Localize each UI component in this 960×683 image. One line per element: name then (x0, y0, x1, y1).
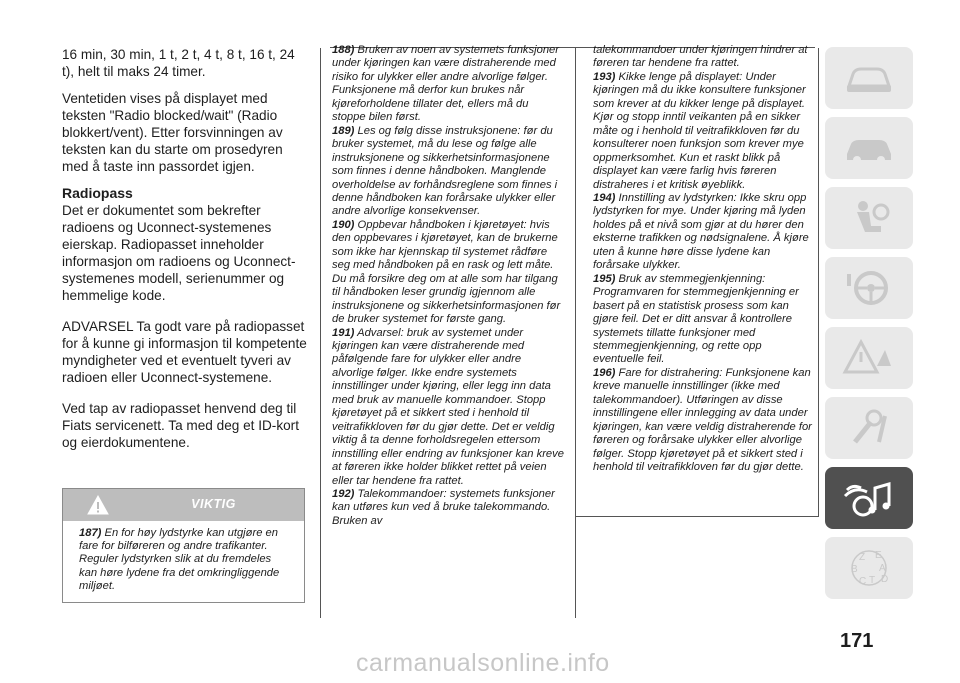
warning-road-icon (841, 336, 897, 380)
warning-header (63, 489, 304, 521)
note-number: 194) (593, 191, 616, 204)
note-item (593, 273, 815, 367)
note-text: Advarsel: bruk av systemet under kjøringen kan være distraherende med påfølgende fare for ulykker eller andre alvorlige følger. Ikke endre systemets innstillinger under kjøring, eller legg inn data med bruk av manuelle kommandoer. Stopp kjøretøyet på et sikkert sted i henhold til veitrafikkloven før du gjør dette. Det er veldig viktig å ta denne forholdsregelen ettersom innstilling eller endring av funksjoner kan kreve at føreren ikke holder blikket rettet på veien eller tar hendene fra rattet. (332, 326, 564, 487)
section-heading: Radiopass (62, 185, 133, 201)
note-item (593, 192, 815, 273)
tab-maintenance[interactable] (825, 397, 913, 459)
note-number: 191) (332, 326, 355, 339)
steering-wheel-icon (841, 266, 897, 310)
index-letter: A (879, 563, 886, 574)
note-item (332, 44, 564, 125)
wait-paragraph: Ventetiden vises på displayet med teksten "Radio blocked/wait" (Radio blokkert/vent). Etter forsvinningen av teksten kan du starte om prosedyren med å taste inn passordet igjen. (62, 91, 283, 174)
note-text: Talekommandoer: systemets funksjoner kan utføres kun ved å bruke talekommando. Bruken av (332, 487, 555, 527)
left-column (62, 46, 308, 461)
index-letter: Z (859, 552, 866, 563)
tab-multimedia[interactable] (825, 467, 913, 529)
note-item (332, 125, 564, 219)
note-text: talekommandoer under kjøringen hindrer at føreren tar hendene fra rattet. (593, 44, 808, 70)
note-item (332, 219, 564, 327)
note-number: 190) (332, 218, 355, 231)
index-letter: E (875, 550, 882, 561)
note-number: 196) (593, 366, 616, 379)
note-number: 189) (332, 124, 355, 137)
note-text: Bruken av noen av systemets funksjoner under kjøringen kan være distraherende med risiko for ulykker eller andre alvorlige følger. Funksjonene må derfor kun brukes når kjøreforholdene tillater det, ellers må du stoppe bilen først. (332, 44, 559, 124)
note-text: Innstilling av lydstyrken: Ikke skru opp lydstyrken for mye. Under kjøring må lyden holdes på et nivå som gjør at du hører den eksterne trafikken og nødsignalene. Å kjøre uten å kunne høre disse lydene kan forårsake ulykker. (593, 191, 809, 272)
note-text: Bruk av stemmegjenkjenning: Programvaren for stemmegjenkjenning er basert på en statistisk prosess som kan gjøre feil. Det er ditt ansvar å kontrollere systemets tillatte funksjoner med stemmegjenkjenning, og rette opp eventuelle feil. (593, 272, 799, 366)
notes-column-middle (332, 44, 564, 528)
note-number: 195) (593, 272, 616, 285)
tab-car[interactable] (825, 117, 913, 179)
note-item (332, 488, 564, 528)
watermark: carmanualsonline.info (356, 649, 610, 677)
advarsel-paragraph: ADVARSEL Ta godt vare på radiopasset for å kunne gi informasjon til kompetente myndigheter ved et eventuelt tyveri av radioen eller Uconnect-systemene. (62, 319, 307, 385)
note-item (593, 71, 815, 192)
warning-box (62, 488, 305, 603)
note-number: 192) (332, 487, 355, 500)
alphabet-index-icon (841, 546, 897, 590)
radiopass-paragraph: Det er dokumentet som bekrefter radioens og Uconnect-systemenes eierskap. Radiopasset inneholder informasjon om radioens og Uconnect-systemenes modell, serienummer og hemmelige kode. (62, 203, 296, 303)
car-dashboard-icon (841, 56, 897, 100)
note-item (593, 44, 815, 71)
note-number: 188) (332, 44, 355, 56)
chapter-tabs (825, 47, 915, 607)
warning-title: VIKTIG (191, 497, 236, 511)
note-text: Oppbevar håndboken i kjøretøyet: hvis den oppbevares i kjøretøyet, kan de brukerne som ikke har kjennskap til systemet rådføre seg med håndboken på en rask og lett måte. Du må forsikre deg om at alle som har tilgang til håndboken leser grundig igjennom alle instruksjonene og sikkerhetsinformasjonen før de bruker systemet for første gang. (332, 218, 561, 326)
multimedia-icon (841, 476, 897, 520)
column-divider (320, 48, 321, 618)
seat-airbag-icon (841, 196, 897, 240)
tab-emergency[interactable] (825, 327, 913, 389)
note-text: En for høy lydstyrke kan utgjøre en fare for bilføreren og andre trafikanter. Reguler lydstyrken slik at du fremdeles kan høre lydene fra det omkringliggende miljøet. (79, 527, 280, 592)
note-text: Fare for distrahering: Funksjonene kan kreve manuelle innstillinger (ikke med talekommandoer). Utføringen av disse innstillingene eller innlegging av data under kjøringen, kan være veldig distraherende for føreren og forårsake ulykker eller alvorlige følger. Stopp kjøretøyet på et sikkert sted i henhold til veitrafikkloven før du gjør dette. (593, 366, 812, 474)
column-divider (818, 48, 819, 516)
warning-text (63, 521, 304, 593)
note-text: Les og følg disse instruksjonene: før du bruker systemet, må du lese og følge alle instruksjonene og sikkerhetsinformasjonene som finnes i denne håndboken. Manglende overholdelse av forhåndsreglene som finnes i denne håndboken kan forårsake ulykker eller andre alvorlige konsekvenser. (332, 124, 558, 218)
note-text: Kikke lenge på displayet: Under kjøringen må du ikke konsultere funksjoner som krever at du kikker lenge på displayet. Kjør og stopp inntil veikanten på en sikker måte og i henhold til veitrafikkloven før du konsulterer noen funksjon som krever mye oppmerksomhet. Kun et raskt blikk på displayet kan være farlig hvis føreren distraheres i et kritisk øyeblikk. (593, 70, 806, 191)
note-number: 187) (79, 527, 102, 539)
tab-driving[interactable] (825, 257, 913, 319)
tab-index[interactable] (825, 537, 913, 599)
column-divider (575, 48, 576, 618)
notes-bottom-rule (576, 516, 819, 517)
intro-paragraph: 16 min, 30 min, 1 t, 2 t, 4 t, 8 t, 16 t, 24 t), helt til maks 24 timer. (62, 47, 295, 79)
note-item (332, 327, 564, 488)
tab-dashboard[interactable] (825, 47, 913, 109)
note-number: 193) (593, 70, 616, 83)
index-letter: D (881, 574, 889, 585)
index-letter: C (859, 576, 867, 587)
car-icon (841, 126, 897, 170)
note-item (593, 367, 815, 475)
tools-icon (841, 406, 897, 450)
lost-pass-paragraph: Ved tap av radiopasset henvend deg til Fiats servicenett. Ta med deg et ID-kort og eierdokumentene. (62, 401, 299, 450)
index-letter: T (869, 575, 876, 586)
notes-column-right (593, 44, 815, 475)
page-number: 171 (840, 630, 874, 652)
tab-safety[interactable] (825, 187, 913, 249)
index-letter: B (851, 564, 858, 575)
